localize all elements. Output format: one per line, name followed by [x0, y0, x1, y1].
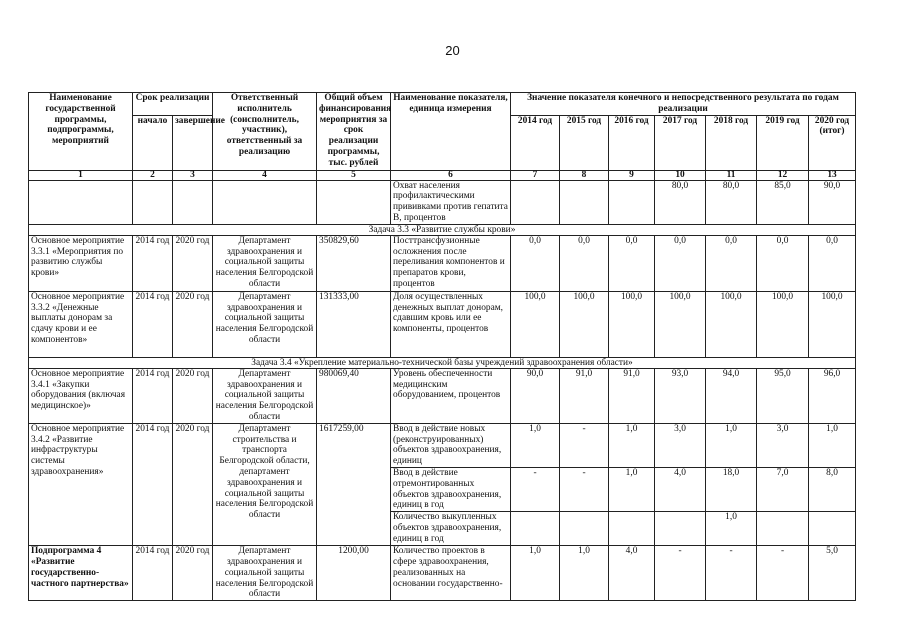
- funding-cell: 1617259,00: [317, 423, 391, 545]
- column-index: 4: [213, 170, 317, 180]
- value-cell: -: [560, 467, 609, 511]
- value-cell: 0,0: [560, 235, 609, 291]
- column-index: 1: [29, 170, 133, 180]
- value-cell: 4,0: [609, 546, 655, 601]
- table-row: [29, 368, 856, 423]
- column-index: 3: [173, 170, 213, 180]
- value-cell: 1,0: [511, 423, 560, 467]
- task-row: [29, 224, 856, 235]
- value-cell: 80,0: [706, 180, 757, 224]
- header-year: 2015 год: [560, 115, 609, 170]
- value-cell: 1,0: [609, 423, 655, 467]
- header-end: завершение: [173, 115, 213, 170]
- task-title: Задача 3.3 «Развитие службы крови»: [29, 224, 856, 235]
- value-cell: 91,0: [560, 368, 609, 423]
- value-cell: [757, 512, 809, 546]
- indicator-cell: Ввод в действие новых (реконструированных) объектов здравоохранения, единиц: [391, 423, 511, 467]
- table-row: [29, 235, 856, 291]
- header-funding: Общий объем финансирования мероприятия за срок реализации программы, тыс. рублей: [317, 93, 391, 171]
- activity-name: Основное мероприятие 3.4.2 «Развитие инфраструктуры системы здравоохранения»: [29, 423, 133, 545]
- value-cell: 3,0: [655, 423, 706, 467]
- header-year: 2020 год (итог): [809, 115, 856, 170]
- value-cell: [511, 512, 560, 546]
- funding-cell: 131333,00: [317, 291, 391, 357]
- value-cell: 1,0: [706, 423, 757, 467]
- indicator-cell: Количество выкупленных объектов здравоохранения, единиц в год: [391, 512, 511, 546]
- value-cell: 100,0: [511, 291, 560, 357]
- value-cell: -: [511, 467, 560, 511]
- value-cell: 90,0: [511, 368, 560, 423]
- table-row: [29, 423, 856, 467]
- value-cell: 95,0: [757, 368, 809, 423]
- value-cell: 96,0: [809, 368, 856, 423]
- results-table: [28, 92, 856, 601]
- column-index: 13: [809, 170, 856, 180]
- header-indicator: Наименование показателя, единица измерения: [391, 93, 511, 171]
- value-cell: [560, 512, 609, 546]
- indicator-cell: Посттрансфузионные осложнения после переливания компонентов и препаратов крови, процентов: [391, 235, 511, 291]
- activity-name: Основное мероприятие 3.3.2 «Денежные выплаты донорам за сдачу крови и ее компонентов»: [29, 291, 133, 357]
- header-name: Наименование государственной программы, подпрограммы, мероприятий: [29, 93, 133, 171]
- value-cell: 90,0: [809, 180, 856, 224]
- column-index: 8: [560, 170, 609, 180]
- value-cell: 3,0: [757, 423, 809, 467]
- header-year: 2017 год: [655, 115, 706, 170]
- header-term: Срок реализации: [133, 93, 213, 116]
- subprogram-name: Подпрограмма 4 «Развитие государственно-частного партнерства»: [29, 546, 133, 601]
- header-year: 2014 год: [511, 115, 560, 170]
- value-cell: 0,0: [757, 235, 809, 291]
- responsible-cell: Департамент здравоохранения и социальной защиты населения Белгородской области: [213, 546, 317, 601]
- value-cell: 1,0: [560, 546, 609, 601]
- value-cell: 0,0: [511, 235, 560, 291]
- responsible-cell: Департамент строительства и транспорта Белгородской области, департамент здравоохранения и социальной защиты населения Белгородской области: [213, 423, 317, 545]
- responsible-cell: Департамент здравоохранения и социальной защиты населения Белгородской области: [213, 368, 317, 423]
- column-index: 5: [317, 170, 391, 180]
- end-year: 2020 год: [173, 368, 213, 423]
- funding-cell: 980069,40: [317, 368, 391, 423]
- start-year: 2014 год: [133, 546, 173, 601]
- column-index-row: [29, 170, 856, 180]
- value-cell: 80,0: [655, 180, 706, 224]
- value-cell: [560, 180, 609, 224]
- header-year: 2016 год: [609, 115, 655, 170]
- value-cell: [511, 180, 560, 224]
- indicator-cell: Ввод в действие отремонтированных объектов здравоохранения, единиц в год: [391, 467, 511, 511]
- header-year: 2019 год: [757, 115, 809, 170]
- value-cell: 94,0: [706, 368, 757, 423]
- value-cell: 100,0: [609, 291, 655, 357]
- start-year: 2014 год: [133, 291, 173, 357]
- header-responsible: Ответственный исполнитель (соисполнитель, участник), ответственный за реализацию: [213, 93, 317, 171]
- column-index: 6: [391, 170, 511, 180]
- page-number: 20: [445, 43, 460, 58]
- column-index: 10: [655, 170, 706, 180]
- value-cell: 100,0: [809, 291, 856, 357]
- activity-name: Основное мероприятие 3.3.1 «Мероприятия по развитию службы крови»: [29, 235, 133, 291]
- value-cell: 100,0: [757, 291, 809, 357]
- value-cell: 100,0: [655, 291, 706, 357]
- value-cell: 100,0: [706, 291, 757, 357]
- value-cell: 1,0: [809, 423, 856, 467]
- activity-name: Основное мероприятие 3.4.1 «Закупки оборудования (включая медицинское)»: [29, 368, 133, 423]
- indicator-cell: Уровень обеспеченности медицинским оборудованием, процентов: [391, 368, 511, 423]
- start-year: 2014 год: [133, 423, 173, 545]
- value-cell: 85,0: [757, 180, 809, 224]
- indicator-cell: Количество проектов в сфере здравоохранения, реализованных на основании государственно-: [391, 546, 511, 601]
- table-row: [29, 180, 856, 224]
- indicator-cell: Доля осуществленных денежных выплат донорам, сдавшим кровь или ее компоненты, процентов: [391, 291, 511, 357]
- value-cell: [609, 180, 655, 224]
- value-cell: 18,0: [706, 467, 757, 511]
- header-year: 2018 год: [706, 115, 757, 170]
- funding-cell: 350829,60: [317, 235, 391, 291]
- value-cell: 100,0: [560, 291, 609, 357]
- value-cell: -: [560, 423, 609, 467]
- start-year: 2014 год: [133, 235, 173, 291]
- value-cell: 0,0: [655, 235, 706, 291]
- end-year: 2020 год: [173, 291, 213, 357]
- value-cell: -: [706, 546, 757, 601]
- value-cell: [655, 512, 706, 546]
- value-cell: 0,0: [609, 235, 655, 291]
- value-cell: 7,0: [757, 467, 809, 511]
- value-cell: 1,0: [706, 512, 757, 546]
- value-cell: 8,0: [809, 467, 856, 511]
- table-row: [29, 546, 856, 601]
- column-index: 2: [133, 170, 173, 180]
- value-cell: 5,0: [809, 546, 856, 601]
- end-year: 2020 год: [173, 423, 213, 545]
- column-index: 12: [757, 170, 809, 180]
- header-start: начало: [133, 115, 173, 170]
- end-year: 2020 год: [173, 546, 213, 601]
- value-cell: 1,0: [511, 546, 560, 601]
- value-cell: -: [655, 546, 706, 601]
- value-cell: [609, 512, 655, 546]
- responsible-cell: Департамент здравоохранения и социальной защиты населения Белгородской области: [213, 235, 317, 291]
- end-year: 2020 год: [173, 235, 213, 291]
- task-row: [29, 357, 856, 368]
- task-title: Задача 3.4 «Укрепление материально-технической базы учреждений здравоохранения области»: [29, 357, 856, 368]
- indicator-cell: Охват населения профилактическими прививками против гепатита В, процентов: [391, 180, 511, 224]
- funding-cell: 1200,00: [317, 546, 391, 601]
- column-index: 11: [706, 170, 757, 180]
- value-cell: [809, 512, 856, 546]
- value-cell: 4,0: [655, 467, 706, 511]
- column-index: 7: [511, 170, 560, 180]
- value-cell: 0,0: [706, 235, 757, 291]
- value-cell: 0,0: [809, 235, 856, 291]
- column-index: 9: [609, 170, 655, 180]
- table-row: [29, 291, 856, 357]
- responsible-cell: Департамент здравоохранения и социальной защиты населения Белгородской области: [213, 291, 317, 357]
- start-year: 2014 год: [133, 368, 173, 423]
- value-cell: -: [757, 546, 809, 601]
- header-result: Значение показателя конечного и непосредственного результата по годам реализации: [511, 93, 856, 116]
- value-cell: 1,0: [609, 467, 655, 511]
- value-cell: 93,0: [655, 368, 706, 423]
- value-cell: 91,0: [609, 368, 655, 423]
